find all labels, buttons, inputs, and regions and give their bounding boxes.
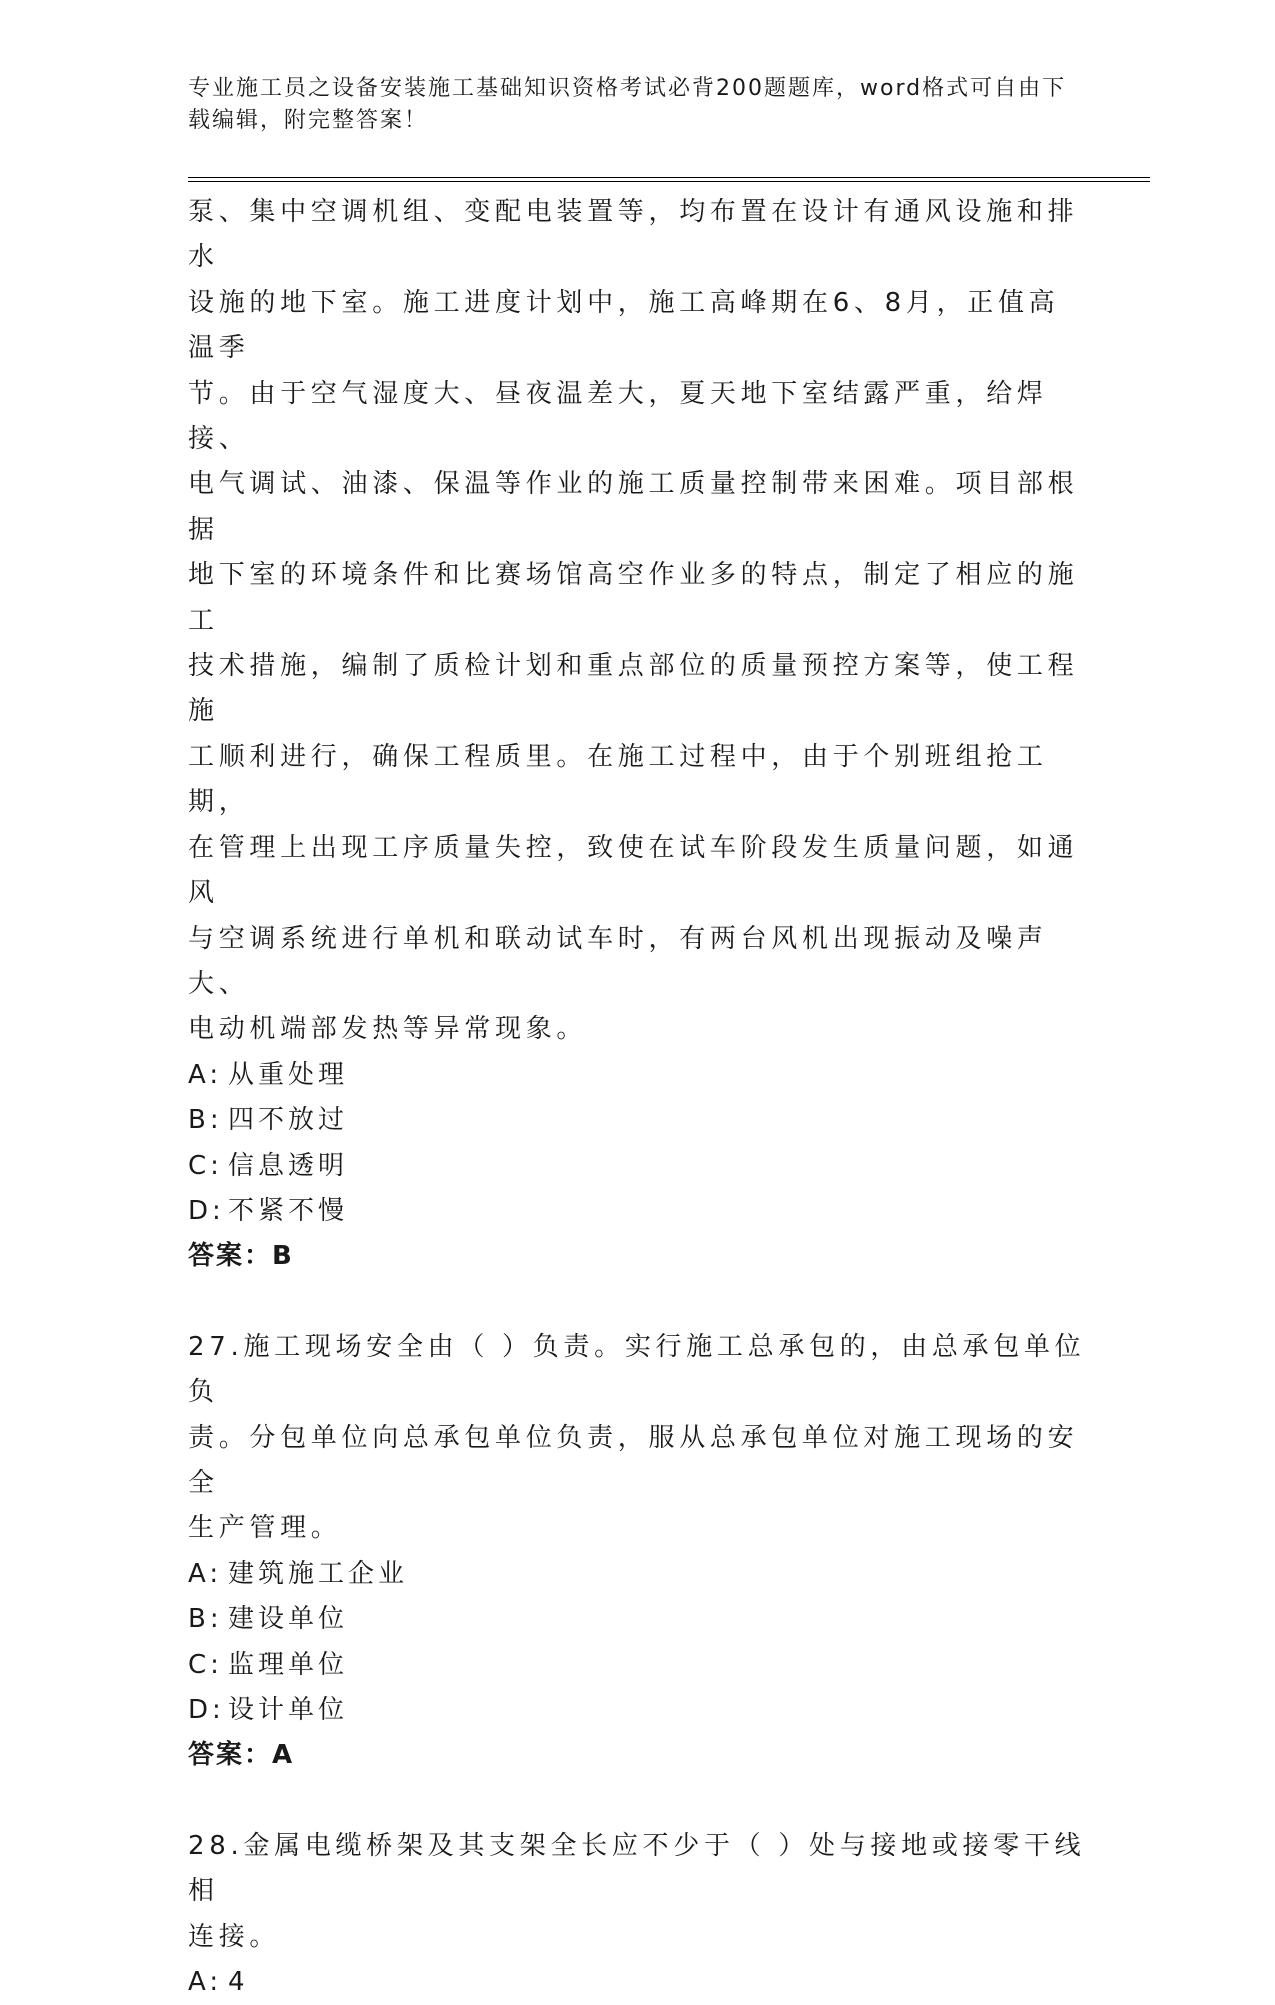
option-b bbox=[188, 1597, 1088, 1642]
question-stem-line: 与空调系统进行单机和联动试车时，有两台风机出现振动及噪声大、 bbox=[188, 923, 1048, 999]
option-key: C: bbox=[188, 1150, 223, 1181]
header-divider bbox=[188, 177, 1150, 182]
question-stem-line: 在管理上出现工序质量失控，致使在试车阶段发生质量问题，如通风 bbox=[188, 832, 1079, 909]
option-a bbox=[188, 1960, 1088, 2005]
option-text: 从重处理 bbox=[228, 1059, 349, 1090]
question-stem-line: 地下室的环境条件和比赛场馆高空作业多的特点，制定了相应的施工 bbox=[188, 560, 1079, 636]
header-title: 专业施工员之设备安装施工基础知识资格考试必背200题题库，word格式可自由下载编辑，附完整答案！ bbox=[188, 76, 1067, 133]
option-d bbox=[188, 1688, 1088, 1733]
option-text: 4 bbox=[228, 1967, 249, 1998]
question-spacer bbox=[188, 1280, 1088, 1325]
option-d bbox=[188, 1189, 1088, 1234]
document-header bbox=[188, 73, 1068, 137]
question-spacer bbox=[188, 1779, 1088, 1824]
option-b bbox=[188, 1098, 1088, 1143]
option-key: A: bbox=[188, 1558, 223, 1589]
answer-line: 答案：B bbox=[188, 1241, 294, 1272]
question-stem-line: 泵、集中空调机组、变配电装置等，均布置在设计有通风设施和排水 bbox=[188, 197, 1079, 273]
question-27 bbox=[188, 1325, 1088, 1779]
question-stem-line: 生产管理。 bbox=[188, 1513, 342, 1544]
question-stem-line: 27.施工现场安全由（ ）负责。实行施工总承包的，由总承包单位负 bbox=[188, 1331, 1086, 1408]
option-key: D: bbox=[188, 1195, 225, 1226]
question-28 bbox=[188, 1824, 1088, 2005]
option-c bbox=[188, 1144, 1088, 1189]
question-stem-line: 责。分包单位向总承包单位负责，服从总承包单位对施工现场的安全 bbox=[188, 1422, 1079, 1498]
option-c bbox=[188, 1643, 1088, 1688]
option-text: 建筑施工企业 bbox=[228, 1558, 409, 1589]
question-stem-line: 电气调试、油漆、保温等作业的施工质量控制带来困难。项目部根据 bbox=[188, 469, 1079, 545]
option-key: A: bbox=[188, 1059, 223, 1090]
option-key: B: bbox=[188, 1105, 223, 1136]
question-26 bbox=[188, 190, 1088, 1280]
question-stem-line: 28.金属电缆桥架及其支架全长应不少于（ ）处与接地或接零干线相 bbox=[188, 1830, 1086, 1907]
question-stem-line: 电动机端部发热等异常现象。 bbox=[188, 1014, 588, 1045]
document-body bbox=[188, 190, 1088, 2005]
option-text: 四不放过 bbox=[228, 1105, 349, 1136]
answer-line: 答案：A bbox=[188, 1740, 295, 1771]
option-text: 信息透明 bbox=[228, 1150, 349, 1181]
question-stem-line: 节。由于空气湿度大、昼夜温差大，夏天地下室结露严重，给焊接、 bbox=[188, 378, 1048, 455]
question-stem-line: 技术措施，编制了质检计划和重点部位的质量预控方案等，使工程施 bbox=[188, 651, 1079, 727]
option-text: 监理单位 bbox=[228, 1649, 349, 1680]
question-stem-line: 设施的地下室。施工进度计划中，施工高峰期在6、8月，正值高温季 bbox=[188, 287, 1060, 364]
option-text: 设计单位 bbox=[228, 1695, 349, 1725]
option-text: 不紧不慢 bbox=[228, 1195, 349, 1226]
option-key: D: bbox=[188, 1695, 225, 1725]
option-text: 建设单位 bbox=[228, 1604, 349, 1635]
option-key: C: bbox=[188, 1649, 223, 1680]
option-a bbox=[188, 1053, 1088, 1098]
question-stem-line: 工顺利进行，确保工程质里。在施工过程中，由于个别班组抢工期， bbox=[188, 741, 1048, 818]
option-key: A: bbox=[188, 1967, 223, 1998]
option-key: B: bbox=[188, 1604, 223, 1635]
option-a bbox=[188, 1552, 1088, 1597]
question-stem-line: 连接。 bbox=[188, 1921, 281, 1952]
